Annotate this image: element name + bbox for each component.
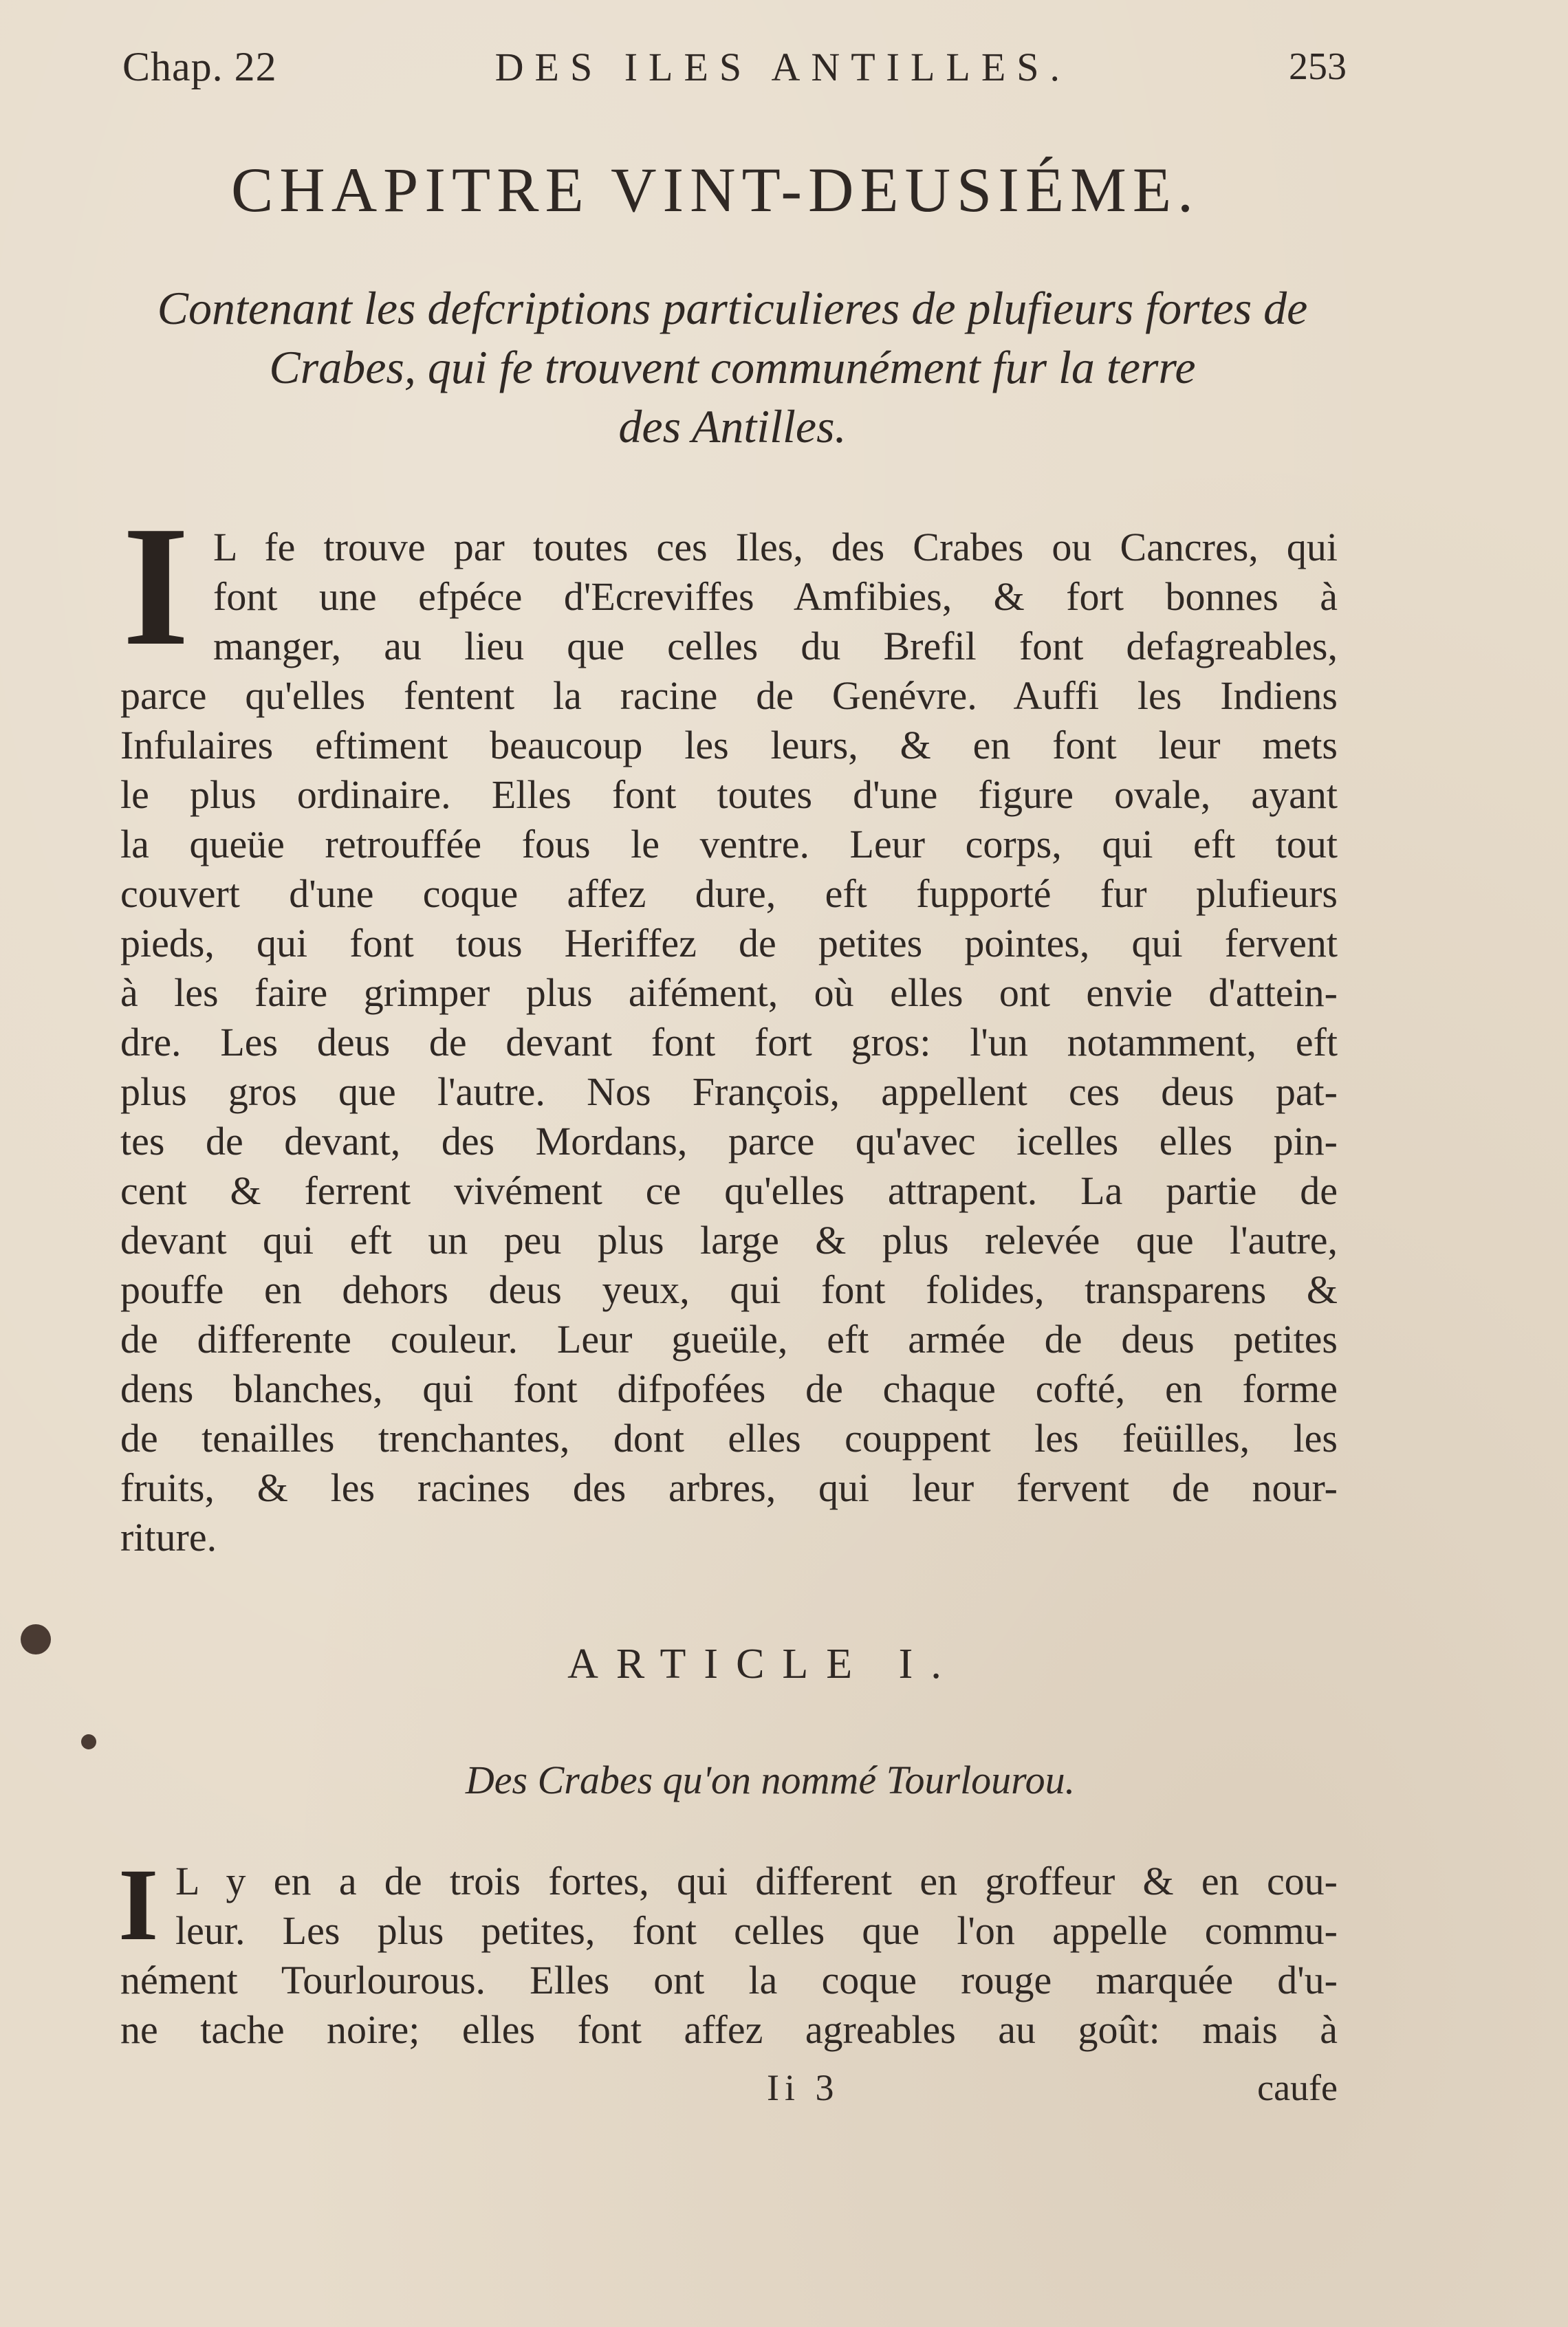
text-line: L y en a de trois fortes, qui different en groffeur & en cou- <box>175 1859 1338 1903</box>
text-line: Infulaires eftiment beaucoup les leurs, & en font leur mets <box>120 723 1338 767</box>
ink-stain <box>21 1624 51 1654</box>
text-line: pieds, qui font tous Heriffez de petites pointes, qui fervent <box>120 921 1338 965</box>
text-line: ne tache noire; elles font affez agreables au goût: mais à <box>120 2007 1338 2052</box>
paragraph <box>118 1848 1338 2055</box>
text-line: font une efpéce d'Ecreviffes Amfibies, & fort bonnes à <box>213 574 1338 619</box>
article-subtitle: Des Crabes qu'on nommé Tourlourou. <box>465 1758 1076 1802</box>
text-line: tes de devant, des Mordans, parce qu'avec icelles elles pin- <box>120 1119 1338 1164</box>
text-line: pouffe en dehors deus yeux, qui font folides, transparens & <box>120 1267 1338 1312</box>
text-line: le plus ordinaire. Elles font toutes d'une figure ovale, ayant <box>120 772 1338 817</box>
article-heading: ARTICLE I. <box>567 1641 959 1687</box>
page-footer <box>120 2066 1338 2115</box>
running-head-title: DES ILES ANTILLES. <box>494 44 1071 89</box>
subtitle-line: Crabes, qui fe trouvent communément fur la terre <box>269 341 1196 393</box>
text-line: nément Tourlourous. Elles ont la coque rouge marquée d'u- <box>120 1958 1338 2002</box>
text-line: leur. Les plus petites, font celles que l'on appelle commu- <box>175 1908 1338 1953</box>
text-line: à les faire grimper plus aifément, où elles ont envie d'attein- <box>120 970 1338 1015</box>
ink-stain <box>81 1734 96 1749</box>
text-line: cent & ferrent vivément ce qu'elles attrapent. La partie de <box>120 1168 1338 1213</box>
chapter-title: CHAPITRE VINT-DEUSIÉME. <box>230 155 1200 225</box>
drop-cap: I <box>122 491 190 681</box>
text-line: dens blanches, qui font difpofées de chaque cofté, en forme <box>120 1366 1338 1411</box>
subtitle-line: des Antilles. <box>618 400 847 452</box>
text-line: plus gros que l'autre. Nos François, appellent ces deus pat- <box>120 1069 1338 1114</box>
text-line: dre. Les deus de devant font fort gros: l'un notamment, eft <box>120 1020 1338 1064</box>
text-line: parce qu'elles fentent la racine de Genévre. Auffi les Indiens <box>120 673 1338 718</box>
text-line: riture. <box>120 1515 217 1560</box>
text-line: fruits, & les racines des arbres, qui leur fervent de nour- <box>120 1465 1338 1510</box>
show-through-text <box>1114 113 1124 157</box>
text-line: devant qui eft un peu plus large & plus relevée que l'autre, <box>120 1218 1338 1263</box>
paragraph <box>120 523 1338 1562</box>
text-line: L fe trouve par toutes ces Iles, des Crabes ou Cancres, qui <box>213 525 1338 569</box>
running-head <box>122 29 1347 105</box>
running-head-chapter: Chap. 22 <box>122 43 277 89</box>
text-line: couvert d'une coque affez dure, eft fupporté fur plufieurs <box>120 871 1338 916</box>
drop-cap: I <box>118 1848 159 1962</box>
text-line: de tenailles trenchantes, dont elles couppent les feüilles, les <box>120 1416 1338 1461</box>
text-line: la queüe retrouffée fous le ventre. Leur corps, qui eft tout <box>120 822 1338 866</box>
signature-mark: Ii 3 <box>767 2067 840 2108</box>
text-line: de differente couleur. Leur gueüle, eft armée de deus petites <box>120 1317 1338 1362</box>
text-line: manger, au lieu que celles du Brefil font defagreables, <box>213 624 1338 668</box>
subtitle-line: Contenant les defcriptions particulieres de plufieurs fortes de <box>157 282 1308 334</box>
page-number: 253 <box>1288 45 1347 88</box>
chapter-subtitle <box>120 278 1344 456</box>
catchword: caufe <box>1257 2067 1338 2108</box>
